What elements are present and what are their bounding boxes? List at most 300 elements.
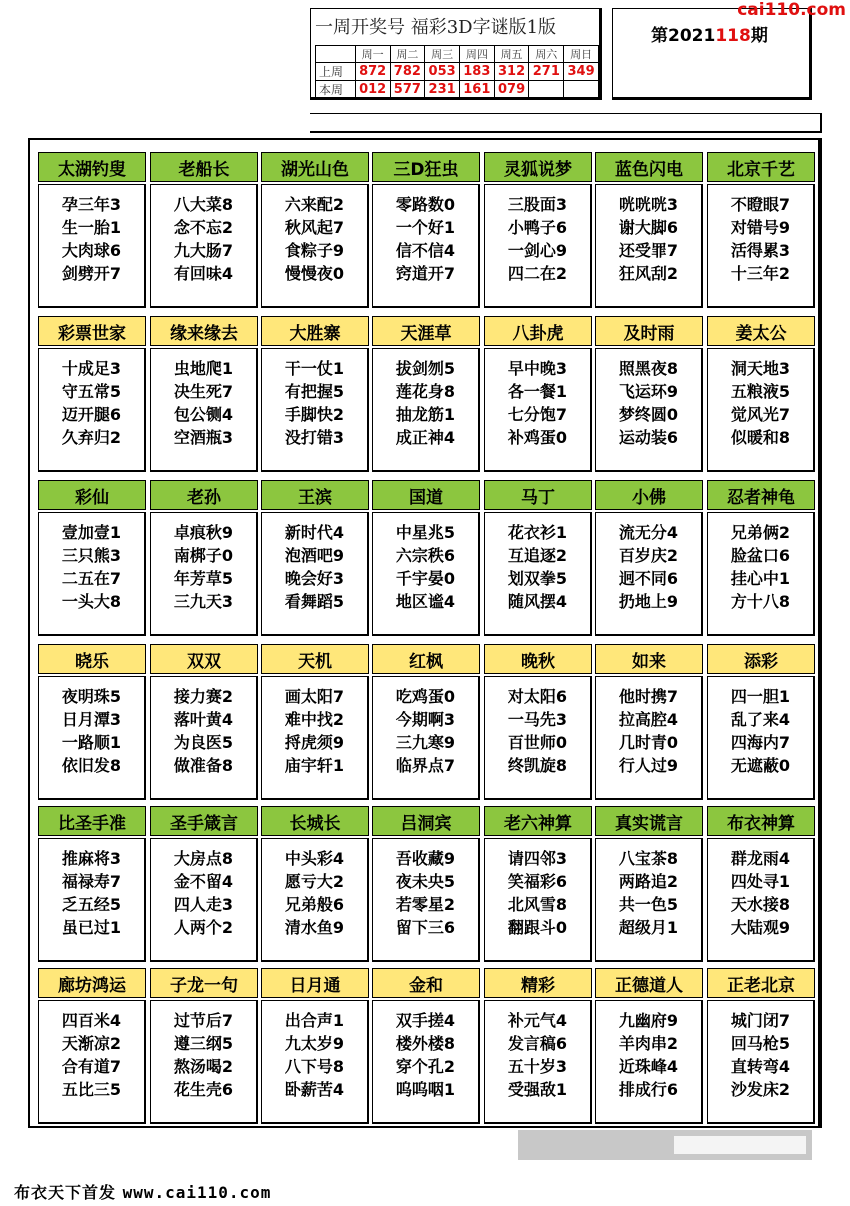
riddle-lines	[595, 512, 703, 636]
riddle-line: 小鸭子6	[507, 218, 568, 237]
riddle-line: 一马先3	[507, 710, 568, 729]
footer-bar-inner	[674, 1136, 806, 1154]
riddle-lines	[372, 512, 480, 636]
riddle-line: 临界点7	[395, 756, 456, 775]
row-label: 本周	[316, 81, 356, 99]
riddle-lines	[595, 676, 703, 800]
riddle-line: 九太岁9	[284, 1034, 345, 1053]
riddle-line: 狂风刮2	[618, 264, 679, 283]
riddle-line: 双手搓4	[395, 1011, 456, 1030]
riddle-line: 有回味4	[173, 264, 234, 283]
riddle-lines	[707, 512, 815, 636]
riddle-line: 花衣衫1	[507, 523, 568, 542]
riddle-line: 四人走3	[173, 895, 234, 914]
author-name: 金和	[372, 968, 480, 998]
riddle-line: 若零星2	[395, 895, 456, 914]
draw-number	[564, 81, 599, 99]
riddle-line: 秋风起7	[284, 218, 345, 237]
author-name: 比圣手准	[38, 806, 146, 836]
riddle-lines	[707, 1000, 815, 1124]
riddle-line: 吾收藏9	[395, 849, 456, 868]
riddle-lines	[38, 676, 146, 800]
author-name: 彩票世家	[38, 316, 146, 346]
riddle-line: 四处寻1	[730, 872, 791, 891]
header-divider	[310, 113, 822, 114]
riddle-line: 莲花身8	[395, 382, 456, 401]
riddle-line: 久弃归2	[61, 428, 122, 447]
riddle-card	[261, 968, 369, 1124]
author-name: 太湖钓叟	[38, 152, 146, 182]
riddle-line: 共一色5	[618, 895, 679, 914]
riddle-line: 翻跟斗0	[507, 918, 568, 937]
riddle-line: 五十岁3	[507, 1057, 568, 1076]
riddle-card	[595, 644, 703, 800]
riddle-line: 虽已过1	[61, 918, 122, 937]
riddle-line: 干一仗1	[284, 359, 345, 378]
riddle-lines	[261, 512, 369, 636]
author-name: 精彩	[484, 968, 592, 998]
riddle-line: 地区谧4	[395, 592, 456, 611]
author-name: 姜太公	[707, 316, 815, 346]
riddle-lines	[150, 838, 258, 962]
day-header: 周一	[355, 46, 390, 63]
author-name: 布衣神算	[707, 806, 815, 836]
riddle-card	[484, 968, 592, 1124]
riddle-lines	[261, 348, 369, 472]
author-name: 马丁	[484, 480, 592, 510]
riddle-line: 脸盆口6	[730, 546, 791, 565]
riddle-line: 天水接8	[730, 895, 791, 914]
riddle-line: 过节后7	[173, 1011, 234, 1030]
riddle-line: 食粽子9	[284, 241, 345, 260]
riddle-line: 早中晚3	[507, 359, 568, 378]
author-name: 添彩	[707, 644, 815, 674]
riddle-line: 人两个2	[173, 918, 234, 937]
riddle-line: 千宇晏0	[395, 569, 456, 588]
riddle-lines	[484, 348, 592, 472]
riddle-card	[261, 480, 369, 636]
riddle-line: 卧薪苦4	[284, 1080, 345, 1099]
author-name: 晚秋	[484, 644, 592, 674]
riddle-line: 生一胎1	[61, 218, 122, 237]
riddle-line: 随风摆4	[507, 592, 568, 611]
riddle-card	[484, 806, 592, 962]
riddle-card	[484, 316, 592, 472]
riddle-card	[707, 644, 815, 800]
riddle-line: 觉风光7	[730, 405, 791, 424]
riddle-line: 六来配2	[284, 195, 345, 214]
riddle-line: 做准备8	[173, 756, 234, 775]
riddle-line: 卓痕秋9	[173, 523, 234, 542]
riddle-line: 北风雪8	[507, 895, 568, 914]
author-name: 及时雨	[595, 316, 703, 346]
riddle-card	[150, 644, 258, 800]
riddle-line: 包公铡4	[173, 405, 234, 424]
author-name: 灵狐说梦	[484, 152, 592, 182]
footer-url[interactable]: www.cai110.com	[122, 1183, 272, 1202]
draw-number: 312	[494, 63, 529, 81]
author-name: 忍者神龟	[707, 480, 815, 510]
riddle-line: 出合声1	[284, 1011, 345, 1030]
day-header: 周六	[529, 46, 564, 63]
riddle-line: 迈开腿6	[61, 405, 122, 424]
riddle-card	[372, 806, 480, 962]
author-name: 缘来缘去	[150, 316, 258, 346]
riddle-card	[707, 152, 815, 308]
riddle-line: 照黑夜8	[618, 359, 679, 378]
draw-number: 231	[425, 81, 460, 99]
riddle-line: 清水鱼9	[284, 918, 345, 937]
riddle-card	[150, 152, 258, 308]
riddle-line: 新时代4	[284, 523, 345, 542]
riddle-line: 梦终圆0	[618, 405, 679, 424]
riddle-line: 直转弯4	[730, 1057, 791, 1076]
riddle-line: 金不留4	[173, 872, 234, 891]
riddle-card	[372, 316, 480, 472]
author-name: 子龙一句	[150, 968, 258, 998]
riddle-card	[261, 316, 369, 472]
riddle-lines	[261, 1000, 369, 1124]
riddle-line: 念不忘2	[173, 218, 234, 237]
riddle-line: 兄弟般6	[284, 895, 345, 914]
riddle-line: 百世师0	[507, 733, 568, 752]
riddle-lines	[38, 184, 146, 308]
riddle-line: 对太阳6	[507, 687, 568, 706]
riddle-line: 一头大8	[61, 592, 122, 611]
author-name: 双双	[150, 644, 258, 674]
riddle-line: 超级月1	[618, 918, 679, 937]
riddle-line: 行人过9	[618, 756, 679, 775]
riddle-line: 泡酒吧9	[284, 546, 345, 565]
riddle-line: 推麻将3	[61, 849, 122, 868]
author-name: 老孙	[150, 480, 258, 510]
riddle-line: 三只熊3	[61, 546, 122, 565]
draw-number: 053	[425, 63, 460, 81]
riddle-line: 三九寒9	[395, 733, 456, 752]
riddle-lines	[38, 348, 146, 472]
riddle-line: 壹加壹1	[61, 523, 122, 542]
riddle-line: 运动装6	[618, 428, 679, 447]
riddle-line: 谢大脚6	[618, 218, 679, 237]
riddle-line: 八下号8	[284, 1057, 345, 1076]
day-header: 周日	[564, 46, 599, 63]
riddle-line: 划双拳5	[507, 569, 568, 588]
riddle-line: 南梆子0	[173, 546, 234, 565]
riddle-line: 排成行6	[618, 1080, 679, 1099]
riddle-lines	[707, 348, 815, 472]
riddle-card	[595, 316, 703, 472]
riddle-card	[372, 968, 480, 1124]
author-name: 真实谎言	[595, 806, 703, 836]
riddle-card	[707, 480, 815, 636]
author-name: 北京千艺	[707, 152, 815, 182]
riddle-line: 不瞪眼7	[730, 195, 791, 214]
author-name: 圣手箴言	[150, 806, 258, 836]
riddle-line: 六宗秩6	[395, 546, 456, 565]
riddle-lines	[261, 676, 369, 800]
riddle-line: 看舞蹈5	[284, 592, 345, 611]
riddle-line: 十成足3	[61, 359, 122, 378]
author-name: 红枫	[372, 644, 480, 674]
riddle-line: 大肉球6	[61, 241, 122, 260]
riddle-line: 难中找2	[284, 710, 345, 729]
author-name: 八卦虎	[484, 316, 592, 346]
riddle-line: 乱了来4	[730, 710, 791, 729]
riddle-line: 三九天3	[173, 592, 234, 611]
riddle-lines	[150, 512, 258, 636]
riddle-lines	[707, 676, 815, 800]
riddle-line: 回马枪5	[730, 1034, 791, 1053]
riddle-card	[707, 806, 815, 962]
riddle-line: 羊肉串2	[618, 1034, 679, 1053]
riddle-line: 近珠峰4	[618, 1057, 679, 1076]
riddle-line: 五比三5	[61, 1080, 122, 1099]
riddle-line: 中头彩4	[284, 849, 345, 868]
riddle-line: 八宝茶8	[618, 849, 679, 868]
riddle-line: 沙发床2	[730, 1080, 791, 1099]
weekly-draw-panel	[310, 8, 602, 100]
riddle-card	[484, 644, 592, 800]
riddle-line: 还受罪7	[618, 241, 679, 260]
riddle-lines	[372, 1000, 480, 1124]
riddle-lines	[372, 676, 480, 800]
riddle-line: 挂心中1	[730, 569, 791, 588]
riddle-line: 没打错3	[284, 428, 345, 447]
riddle-line: 大房点8	[173, 849, 234, 868]
riddle-line: 三股面3	[507, 195, 568, 214]
author-name: 彩仙	[38, 480, 146, 510]
author-name: 大胜寨	[261, 316, 369, 346]
draw-table-header-row	[316, 46, 599, 63]
riddle-line: 熬汤喝2	[173, 1057, 234, 1076]
riddle-line: 受强敌1	[507, 1080, 568, 1099]
site-logo[interactable]: cai110.com	[737, 0, 846, 20]
day-header: 周五	[494, 46, 529, 63]
draw-number: 183	[459, 63, 494, 81]
riddle-card	[707, 968, 815, 1124]
riddle-lines	[150, 348, 258, 472]
riddle-line: 补鸡蛋0	[507, 428, 568, 447]
riddle-line: 守五常5	[61, 382, 122, 401]
riddle-lines	[38, 512, 146, 636]
header-divider	[310, 131, 822, 133]
riddle-line: 四海内7	[730, 733, 791, 752]
riddle-card	[38, 968, 146, 1124]
riddle-line: 画太阳7	[284, 687, 345, 706]
draw-number: 577	[390, 81, 425, 99]
riddle-card	[150, 480, 258, 636]
riddle-line: 接力赛2	[173, 687, 234, 706]
riddle-card	[372, 152, 480, 308]
riddle-lines	[484, 184, 592, 308]
riddle-card	[38, 806, 146, 962]
riddle-lines	[261, 838, 369, 962]
riddle-lines	[150, 676, 258, 800]
author-name: 晓乐	[38, 644, 146, 674]
riddle-card	[595, 480, 703, 636]
riddle-lines	[38, 1000, 146, 1124]
draw-number: 349	[564, 63, 599, 81]
riddle-lines	[595, 1000, 703, 1124]
riddle-line: 手脚快2	[284, 405, 345, 424]
riddle-line: 无遮蔽0	[730, 756, 791, 775]
riddle-line: 咣咣咣3	[618, 195, 679, 214]
draw-row-this-week	[316, 81, 599, 99]
riddle-line: 慢慢夜0	[284, 264, 345, 283]
riddle-line: 拔剑刎5	[395, 359, 456, 378]
riddle-card	[595, 152, 703, 308]
riddle-lines	[372, 348, 480, 472]
riddle-lines	[595, 838, 703, 962]
riddle-line: 天渐凉2	[61, 1034, 122, 1053]
riddle-line: 各一餐1	[507, 382, 568, 401]
riddle-card	[38, 644, 146, 800]
footer-credit: 布衣天下首发 www.cai110.com	[14, 1183, 272, 1202]
riddle-line: 拉高腔4	[618, 710, 679, 729]
author-name: 老船长	[150, 152, 258, 182]
author-name: 长城长	[261, 806, 369, 836]
riddle-line: 活得累3	[730, 241, 791, 260]
riddle-card	[38, 316, 146, 472]
riddle-lines	[261, 184, 369, 308]
riddle-line: 愿亏大2	[284, 872, 345, 891]
author-name: 吕洞宾	[372, 806, 480, 836]
footer-bar	[518, 1130, 812, 1160]
riddle-card	[595, 968, 703, 1124]
riddle-card	[38, 480, 146, 636]
riddle-lines	[707, 184, 815, 308]
riddle-line: 一剑心9	[507, 241, 568, 260]
riddle-line: 孕三年3	[61, 195, 122, 214]
author-name: 天机	[261, 644, 369, 674]
author-name: 天涯草	[372, 316, 480, 346]
riddle-line: 空酒瓶3	[173, 428, 234, 447]
riddle-line: 飞运环9	[618, 382, 679, 401]
riddle-lines	[150, 1000, 258, 1124]
riddle-line: 夜未央5	[395, 872, 456, 891]
riddle-line: 九大肠7	[173, 241, 234, 260]
riddle-line: 几时青0	[618, 733, 679, 752]
header-divider	[820, 113, 822, 133]
riddle-line: 决生死7	[173, 382, 234, 401]
riddle-line: 四一胆1	[730, 687, 791, 706]
author-name: 廊坊鸿运	[38, 968, 146, 998]
riddle-line: 捋虎须9	[284, 733, 345, 752]
day-header: 周二	[390, 46, 425, 63]
riddle-line: 今期啊3	[395, 710, 456, 729]
riddle-lines	[484, 512, 592, 636]
riddle-line: 成正神4	[395, 428, 456, 447]
riddle-line: 兄弟俩2	[730, 523, 791, 542]
weekly-draw-table	[315, 45, 599, 99]
riddle-lines	[707, 838, 815, 962]
riddle-line: 虫地爬1	[173, 359, 234, 378]
page-title: 一周开奖号 福彩3D字谜版1版	[315, 17, 557, 38]
riddle-line: 二五在7	[61, 569, 122, 588]
riddle-line: 百岁庆2	[618, 546, 679, 565]
riddle-line: 呜呜咽1	[395, 1080, 456, 1099]
riddle-card	[150, 316, 258, 472]
riddle-line: 遵三纲5	[173, 1034, 234, 1053]
riddle-line: 日月潭3	[61, 710, 122, 729]
riddle-line: 合有道7	[61, 1057, 122, 1076]
author-name: 正德道人	[595, 968, 703, 998]
riddle-line: 笑福彩6	[507, 872, 568, 891]
riddle-lines	[484, 676, 592, 800]
period-panel	[612, 8, 812, 100]
riddle-card	[707, 316, 815, 472]
draw-number: 012	[355, 81, 390, 99]
draw-number: 271	[529, 63, 564, 81]
riddle-line: 抽龙筋1	[395, 405, 456, 424]
riddle-line: 有把握5	[284, 382, 345, 401]
author-name: 日月通	[261, 968, 369, 998]
draw-row-last-week	[316, 63, 599, 81]
riddle-line: 似暖和8	[730, 428, 791, 447]
riddle-line: 吃鸡蛋0	[395, 687, 456, 706]
riddle-card	[484, 480, 592, 636]
riddle-line: 花生壳6	[173, 1080, 234, 1099]
riddle-line: 窍道开7	[395, 264, 456, 283]
riddle-lines	[372, 184, 480, 308]
riddle-line: 城门闭7	[730, 1011, 791, 1030]
riddle-line: 八大菜8	[173, 195, 234, 214]
riddle-line: 年芳草5	[173, 569, 234, 588]
author-name: 如来	[595, 644, 703, 674]
riddle-line: 两路追2	[618, 872, 679, 891]
riddle-lines	[595, 348, 703, 472]
author-name: 三D狂虫	[372, 152, 480, 182]
author-name: 国道	[372, 480, 480, 510]
draw-number: 161	[459, 81, 494, 99]
draw-number	[529, 81, 564, 99]
riddle-line: 群龙雨4	[730, 849, 791, 868]
riddle-line: 乏五经5	[61, 895, 122, 914]
riddle-line: 夜明珠5	[61, 687, 122, 706]
riddle-line: 依旧发8	[61, 756, 122, 775]
riddle-card	[38, 152, 146, 308]
riddle-line: 终凯旋8	[507, 756, 568, 775]
riddle-line: 落叶黄4	[173, 710, 234, 729]
riddle-line: 五粮液5	[730, 382, 791, 401]
riddle-line: 流无分4	[618, 523, 679, 542]
riddle-line: 补元气4	[507, 1011, 568, 1030]
riddle-card	[150, 806, 258, 962]
draw-number: 872	[355, 63, 390, 81]
riddle-card	[261, 152, 369, 308]
draw-number: 782	[390, 63, 425, 81]
riddle-line: 方十八8	[730, 592, 791, 611]
riddle-line: 七分饱7	[507, 405, 568, 424]
riddle-line: 剑劈开7	[61, 264, 122, 283]
riddle-lines	[595, 184, 703, 308]
author-name: 王滨	[261, 480, 369, 510]
riddle-line: 一路顺1	[61, 733, 122, 752]
riddle-lines	[38, 838, 146, 962]
riddle-line: 他时携7	[618, 687, 679, 706]
draw-number: 079	[494, 81, 529, 99]
riddle-line: 四二在2	[507, 264, 568, 283]
period-label: 第2021118期	[651, 26, 768, 46]
riddle-line: 大陆观9	[730, 918, 791, 937]
day-header: 周四	[459, 46, 494, 63]
riddle-line: 中星兆5	[395, 523, 456, 542]
riddle-card	[372, 480, 480, 636]
riddle-line: 请四邻3	[507, 849, 568, 868]
riddle-line: 对错号9	[730, 218, 791, 237]
author-name: 湖光山色	[261, 152, 369, 182]
riddle-lines	[150, 184, 258, 308]
